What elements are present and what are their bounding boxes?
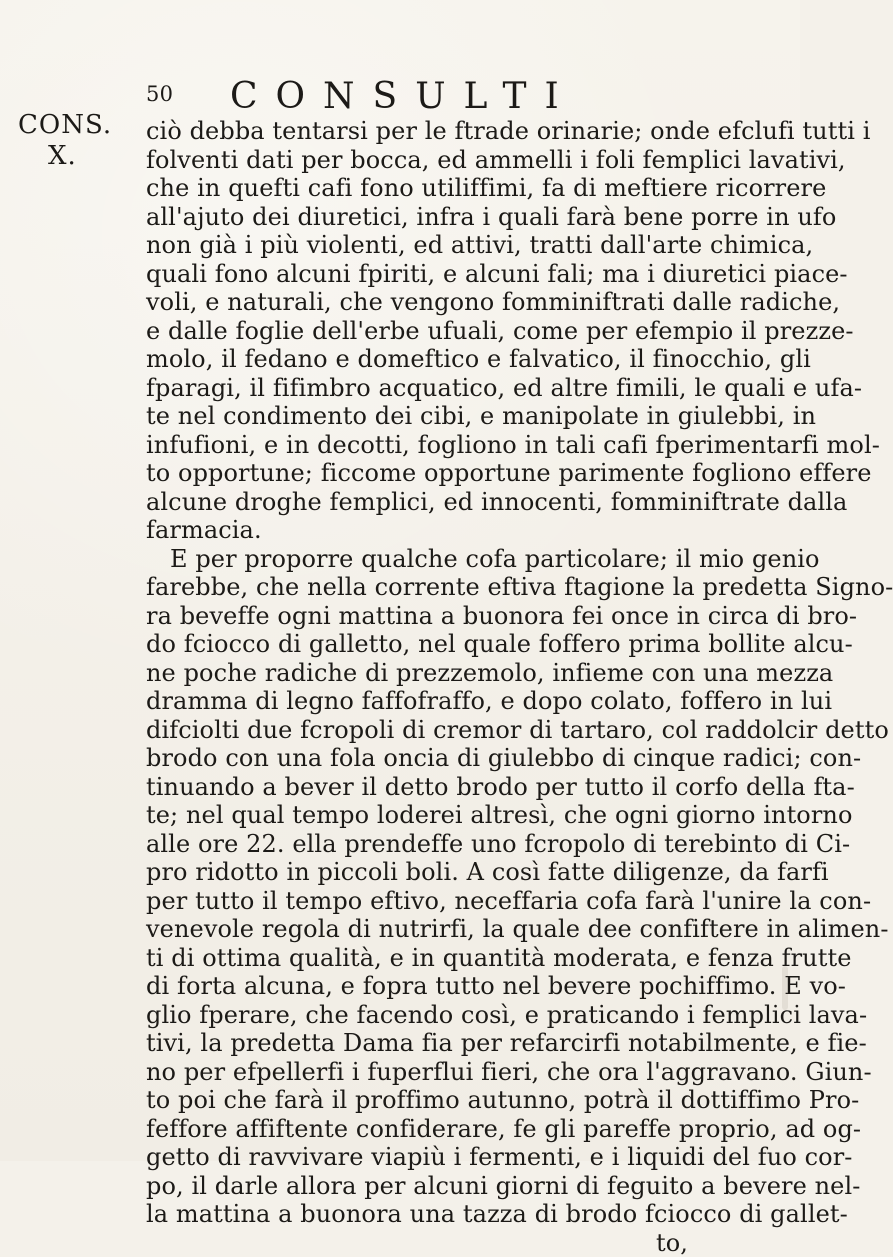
text-line: to opportune; ficcome opportune parimente fogliono effere	[146, 459, 690, 488]
text-line: po, il darle allora per alcuni giorni di feguito a bevere nel-	[146, 1172, 690, 1201]
text-line: to,	[146, 1229, 690, 1257]
margin-note-line-2: X.	[18, 141, 108, 172]
text-line: feffore affiftente confiderare, fe gli pareffe proprio, ad og-	[146, 1115, 690, 1144]
text-line: infufioni, e in decotti, fogliono in tali cafi fperimentarfi mol-	[146, 431, 690, 460]
text-line: ti di ottima qualità, e in quantità moderata, e fenza frutte	[146, 944, 690, 973]
text-line: brodo con una fola oncia di giulebbo di cinque radici; con-	[146, 744, 690, 773]
text-line: ciò debba tentarsi per le ftrade orinarie; onde efclufi tutti i	[146, 117, 690, 146]
text-line: per tutto il tempo eftivo, neceffaria cofa farà l'unire la con-	[146, 887, 690, 916]
text-line: folventi dati per bocca, ed ammelli i foli femplici lavativi,	[146, 146, 690, 175]
margin-note-line-1: CONS.	[18, 110, 108, 141]
running-title: CONSULTI	[230, 76, 577, 117]
body-text	[146, 117, 690, 1257]
paper-stain	[782, 966, 788, 1010]
text-line: quali fono alcuni fpiriti, e alcuni fali; ma i diuretici piace-	[146, 260, 690, 289]
text-line: non già i più violenti, ed attivi, tratti dall'arte chimica,	[146, 231, 690, 260]
text-line: alle ore 22. ella prendeffe uno fcropolo di terebinto di Ci-	[146, 830, 690, 859]
text-line: do fciocco di galletto, nel quale foffero prima bollite alcu-	[146, 630, 690, 659]
text-line: che in quefti cafi fono utiliffimi, fa di meftiere ricorrere	[146, 174, 690, 203]
text-line: all'ajuto dei diuretici, infra i quali farà bene porre in ufo	[146, 203, 690, 232]
text-line: di forta alcuna, e fopra tutto nel bevere pochiffimo. E vo-	[146, 972, 690, 1001]
text-line: ra beveffe ogni mattina a buonora fei once in circa di bro-	[146, 602, 690, 631]
text-line: to poi che farà il proffimo autunno, potrà il dottiffimo Pro-	[146, 1086, 690, 1115]
text-line: tinuando a bever il detto brodo per tutto il corfo della fta-	[146, 773, 690, 802]
text-line: molo, il fedano e domeftico e falvatico, il finocchio, gli	[146, 345, 690, 374]
text-line: te; nel qual tempo loderei altresì, che ogni giorno intorno	[146, 801, 690, 830]
text-line: pro ridotto in piccoli boli. A così fatte diligenze, da farfi	[146, 858, 690, 887]
text-line: no per efpellerfi i fuperflui fieri, che ora l'aggravano. Giun-	[146, 1058, 690, 1087]
text-line: alcune droghe femplici, ed innocenti, fomminiftrate dalla	[146, 488, 690, 517]
text-line: la mattina a buonora una tazza di brodo fciocco di gallet-	[146, 1200, 690, 1229]
text-line: farmacia.	[146, 516, 690, 545]
text-line: E per proporre qualche cofa particolare; il mio genio	[146, 545, 690, 574]
page-header	[146, 78, 686, 114]
page-number: 50	[146, 82, 173, 106]
text-line: dramma di legno faffofraffo, e dopo colato, foffero in lui	[146, 687, 690, 716]
text-line: difciolti due fcropoli di cremor di tartaro, col raddolcir detto	[146, 716, 690, 745]
text-line: venevole regola di nutrirfi, la quale dee confiftere in alimen-	[146, 915, 690, 944]
text-line: getto di ravvivare viapiù i fermenti, e i liquidi del fuo cor-	[146, 1143, 690, 1172]
margin-note	[18, 110, 108, 172]
text-line: te nel condimento dei cibi, e manipolate in giulebbi, in	[146, 402, 690, 431]
text-line: ne poche radiche di prezzemolo, infieme con una mezza	[146, 659, 690, 688]
text-line: tivi, la predetta Dama fia per refarcirfi notabilmente, e fie-	[146, 1029, 690, 1058]
text-line: voli, e naturali, che vengono fomminiftrati dalle radiche,	[146, 288, 690, 317]
text-line: glio fperare, che facendo così, e praticando i femplici lava-	[146, 1001, 690, 1030]
text-line: e dalle foglie dell'erbe ufuali, come per efempio il prezze-	[146, 317, 690, 346]
text-line: fparagi, il fifimbro acquatico, ed altre fimili, le quali e ufa-	[146, 374, 690, 403]
text-line: farebbe, che nella corrente eftiva ftagione la predetta Signo-	[146, 573, 690, 602]
